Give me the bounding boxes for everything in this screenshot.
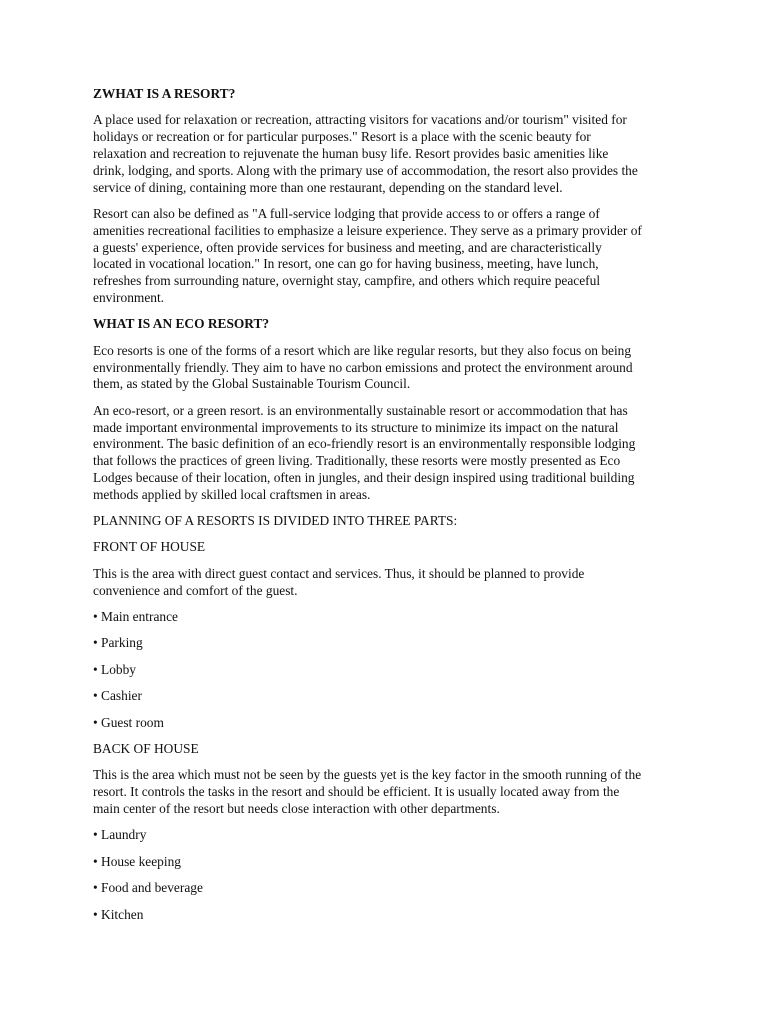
text-line: amenities recreational facilities to emphasize a leisure experience. They serve as a primary provider of — [93, 222, 642, 238]
list-item: • House keeping — [93, 853, 181, 869]
resort-full-service-paragraph — [93, 206, 683, 307]
eco-resort-paragraph — [93, 343, 683, 393]
text-line: resort. It controls the tasks in the resort and should be efficient. It is usually located away from the — [93, 784, 620, 800]
text-line: Lodges because of their location, often in jungles, and their design inspired using traditional building — [93, 469, 635, 485]
text-line: Eco resorts is one of the forms of a resort which are like regular resorts, but they also focus on being — [93, 342, 632, 358]
text-line: made important environmental improvements to its structure to minimize its impact on the natural — [93, 419, 619, 435]
text-line: methods applied by skilled local craftsmen in areas. — [93, 486, 371, 502]
list-item: • Kitchen — [93, 906, 144, 922]
text-line: main center of the resort but needs close interaction with other departments. — [93, 801, 500, 816]
text-line: them, as stated by the Global Sustainable Tourism Council. — [93, 376, 411, 392]
front-of-house-paragraph — [93, 566, 683, 600]
text-line: relaxation and recreation to rejuvenate the human busy life. Resort provides basic amenities like — [93, 145, 609, 161]
back-of-house-paragraph — [93, 767, 683, 817]
text-line: a guests' experience, often provide services for business and meeting, and are characteristically — [93, 239, 602, 255]
text-line: environment. The basic definition of an eco-friendly resort is an environmentally responsible lodging — [93, 436, 636, 452]
text-line: convenience and comfort of the guest. — [93, 582, 298, 598]
text-line: An eco-resort, or a green resort. is an environmentally sustainable resort or accommodation that has — [93, 402, 628, 418]
back-of-house-heading: BACK OF HOUSE — [93, 741, 199, 757]
document-page — [93, 86, 683, 933]
text-line: service of dining, containing more than one restaurant, depending on the standard level. — [93, 179, 563, 195]
list-item: • Guest room — [93, 714, 164, 730]
text-line: holidays or recreation or for particular purposes." Resort is a place with the scenic beauty for — [93, 129, 591, 145]
text-line: environmentally friendly. They aim to have no carbon emissions and protect the environment around — [93, 359, 633, 375]
text-line: This is the area which must not be seen by the guests yet is the key factor in the smooth running of the — [93, 767, 642, 783]
planning-heading: PLANNING OF A RESORTS IS DIVIDED INTO THREE PARTS: — [93, 513, 458, 529]
list-item: • Cashier — [93, 688, 142, 704]
text-line: refreshes from surrounding nature, overnight stay, campfire, and others which require peaceful — [93, 273, 601, 289]
heading-eco-resort: WHAT IS AN ECO RESORT? — [93, 316, 270, 332]
text-line: that follows the practices of green living. Traditionally, these resorts were mostly presented as Eco — [93, 453, 621, 469]
text-line: located in vocational location." In resort, one can go for having business, meeting, have lunch, — [93, 256, 599, 272]
green-resort-paragraph — [93, 403, 683, 504]
text-line: environment. — [93, 289, 165, 305]
text-line: A place used for relaxation or recreation, attracting visitors for vacations and/or tourism" visited for — [93, 112, 627, 128]
list-item: • Main entrance — [93, 609, 178, 625]
list-item: • Parking — [93, 635, 143, 651]
list-item: • Laundry — [93, 827, 147, 843]
front-of-house-heading: FRONT OF HOUSE — [93, 539, 206, 555]
text-line: drink, lodging, and sports. Along with the primary use of accommodation, the resort also provides the — [93, 162, 638, 178]
text-line: This is the area with direct guest contact and services. Thus, it should be planned to provide — [93, 565, 585, 581]
text-line: Resort can also be defined as "A full-service lodging that provide access to or offers a range of — [93, 205, 600, 221]
list-item: • Food and beverage — [93, 880, 203, 896]
resort-definition-paragraph — [93, 112, 683, 196]
list-item: • Lobby — [93, 661, 136, 677]
heading-what-is-resort: ZWHAT IS A RESORT? — [93, 86, 236, 101]
